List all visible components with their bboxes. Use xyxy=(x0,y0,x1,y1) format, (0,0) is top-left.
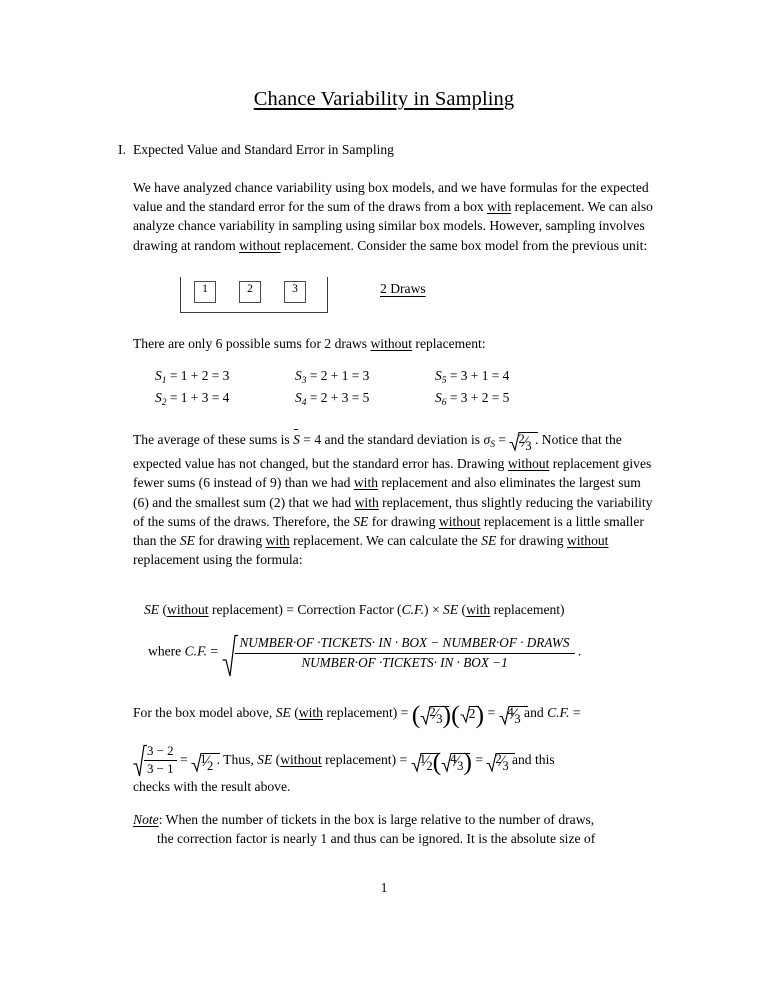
avg-text-6: replacement, thus slightly reducing the variability of the sums of the draws. Therefore, the xyxy=(133,494,653,529)
fraction-2-3-calc: 2⁄3 xyxy=(429,704,443,726)
se-formula-line: SE (without replacement) = Correction Factor (C.F.) × SE (with replacement) xyxy=(144,602,565,617)
avg-text-9: for drawing xyxy=(194,533,266,549)
sums-lead-text-1: There are only 6 possible sums for 2 draws xyxy=(133,336,371,351)
paragraph-intro xyxy=(133,178,655,255)
avg-text-12: replacement using the formula: xyxy=(133,552,303,568)
avg-text-4: replacement gives fewer sums (6 instead of 9) than we had xyxy=(133,456,652,491)
draws-label: 2 Draws xyxy=(380,281,426,296)
sum-s5: $S_5 = 3 + 1 = 4$ xyxy=(435,368,510,386)
avg-text-3: . Notice that the expected value has not changed, but the standard error has. Drawing xyxy=(133,432,622,472)
sum-s2: $S_2 = 1 + 3 = 4$ xyxy=(155,390,230,408)
correction-factor-formula: where C.F. = NUMBER·OF ·TICKETS· IN · BOX − NUMBER·OF · DRAWS NUMBER·OF ·TICKETS· IN · BOX −1 . xyxy=(148,634,581,671)
sqrt-2-3-b xyxy=(486,751,509,773)
avg-without-1: without xyxy=(507,456,550,472)
se-italic-3: SE xyxy=(481,533,497,549)
intro-with-1: with xyxy=(487,199,512,215)
avg-text-10: replacement. We can calculate the xyxy=(289,533,482,549)
avg-text-5: replacement and also eliminates the largest sum (6) and the smallest sum (2) that we had xyxy=(133,475,641,510)
se-label-1: SE xyxy=(144,602,160,617)
calc2-without: without xyxy=(280,751,322,767)
sum-s1: $S_1 = 1 + 2 = 3$ xyxy=(155,368,230,386)
page-title-text: Chance Variability in Sampling xyxy=(253,88,515,110)
se-italic-1: SE xyxy=(353,513,369,529)
fraction-1-2: 1⁄2 xyxy=(200,751,214,773)
cf-label-inline: C.F. xyxy=(401,602,425,617)
section-numeral: I. xyxy=(118,142,126,157)
avg-equals: = xyxy=(494,432,510,447)
sums-lead-text-2: replacement: xyxy=(412,336,486,351)
avg-without-3: without xyxy=(566,533,609,549)
page-number: 1 xyxy=(380,880,388,895)
ticket-3: 3 xyxy=(284,281,306,303)
sqrt-4-3-b xyxy=(441,751,464,773)
avg-with-3: with xyxy=(265,533,290,549)
note-line-2: the correction factor is nearly 1 and thus can be ignored. It is the absolute size of xyxy=(157,831,596,847)
sqrt-2-3-calc xyxy=(420,704,443,726)
sums-lead-without: without xyxy=(370,336,413,351)
sqrt-1-2 xyxy=(191,751,214,773)
sqrt-2-3 xyxy=(509,431,532,454)
cf-numeric-denominator: 3 − 1 xyxy=(147,760,174,776)
s-bar-symbol: S xyxy=(293,430,300,449)
avg-eq4: = 4 xyxy=(299,432,322,447)
cf-denominator: NUMBER·OF ·TICKETS· IN · BOX −1 xyxy=(301,654,508,670)
fraction-1-2-b: 1⁄2 xyxy=(419,751,433,773)
avg-text-11: for drawing xyxy=(496,533,567,549)
sigma-symbol: σ xyxy=(483,432,491,447)
intro-text-3: replacement. Consider the same box model from the previous unit: xyxy=(280,237,648,253)
sqrt-correction-factor xyxy=(222,634,575,671)
calculation-line-2: $\frac{3 - 2}{3 - 1}$ = 1⁄2 . Thus, SE (without replacement) = 1⁄2( 4⁄3) = 2⁄3 and this xyxy=(133,744,555,778)
paragraph-sums-lead xyxy=(133,334,655,353)
sigma-subscript: S xyxy=(490,439,495,450)
intro-text-2: replacement. We can also analyze chance variability in sampling using similar box models. However, sampling involves drawing at random xyxy=(133,199,653,253)
calculation-line-1: For the box model above, SE (with replacement) = ( 2⁄3)( 2) = 4⁄3 and C.F. = xyxy=(133,699,581,729)
avg-with-1: with xyxy=(353,475,379,491)
se-label-2: SE xyxy=(443,602,459,617)
note-line-1: When the number of tickets in the box is large relative to the number of draws, xyxy=(165,812,595,827)
cf-label-calc: C.F. xyxy=(547,705,570,720)
box-model-diagram xyxy=(180,277,328,313)
intro-without-1: without xyxy=(239,237,281,253)
fraction-4-3: 4⁄3 xyxy=(507,704,521,726)
radicand-2: 2 xyxy=(468,706,476,722)
section-heading xyxy=(118,142,678,158)
avg-text-1: The average of these sums is xyxy=(133,432,294,447)
cf-numeric-numerator: 3 − 2 xyxy=(147,743,174,758)
intro-text-1: We have analyzed chance variability using box models, and we have formulas for the expected value and the standard error for the sum of the draws from a box xyxy=(133,180,649,215)
avg-text-8: replacement is a little smaller than the xyxy=(133,513,644,549)
paragraph-checks: checks with the result above. xyxy=(133,779,291,794)
sums-list xyxy=(155,368,655,412)
fraction-2-3-b: 2⁄3 xyxy=(495,751,509,773)
cf-label: C.F. xyxy=(184,643,208,659)
sqrt-cf-numeric xyxy=(133,744,177,778)
calc1-with: with xyxy=(298,705,323,720)
fraction-3minus2-over-3minus1 xyxy=(144,744,177,777)
sum-s3: $S_3 = 2 + 1 = 3$ xyxy=(295,368,370,386)
avg-without-2: without xyxy=(438,513,481,529)
avg-with-2: with xyxy=(354,494,379,510)
note-block: Note: When the number of tickets in the box is large relative to the number of draws, the correction factor is nearly 1 and thus can be ignored. It is the absolute size of xyxy=(133,810,658,848)
ticket-2: 2 xyxy=(239,281,261,303)
sqrt-4-3 xyxy=(499,704,521,726)
sqrt-1-2-b xyxy=(411,751,433,773)
sums-row xyxy=(155,390,655,412)
paragraph-average xyxy=(133,430,658,569)
sums-row xyxy=(155,368,655,390)
se-label-calc-1: SE xyxy=(275,705,291,720)
note-label: Note xyxy=(133,812,159,827)
se-formula-with: with xyxy=(466,602,491,617)
cf-fraction xyxy=(235,635,575,671)
avg-text-7: for drawing xyxy=(368,513,439,529)
cf-numerator: NUMBER·OF ·TICKETS· IN · BOX − NUMBER·OF · DRAWS xyxy=(239,635,570,650)
overbar xyxy=(294,429,298,430)
fraction-2-3: 2⁄3 xyxy=(518,432,532,454)
fraction-4-3-b: 4⁄3 xyxy=(450,751,464,773)
page-title xyxy=(0,88,768,111)
se-italic-2: SE xyxy=(179,533,195,549)
avg-text-2: and the standard deviation is xyxy=(321,432,484,447)
ticket-1: 1 xyxy=(194,281,216,303)
section-heading-text: Expected Value and Standard Error in Sampling xyxy=(133,142,394,157)
se-formula-without: without xyxy=(167,602,209,617)
se-label-calc-2: SE xyxy=(257,751,273,767)
sum-s4: $S_4 = 2 + 3 = 5$ xyxy=(295,390,370,408)
sum-s6: $S_6 = 3 + 2 = 5$ xyxy=(435,390,510,408)
sqrt-2 xyxy=(460,705,476,722)
